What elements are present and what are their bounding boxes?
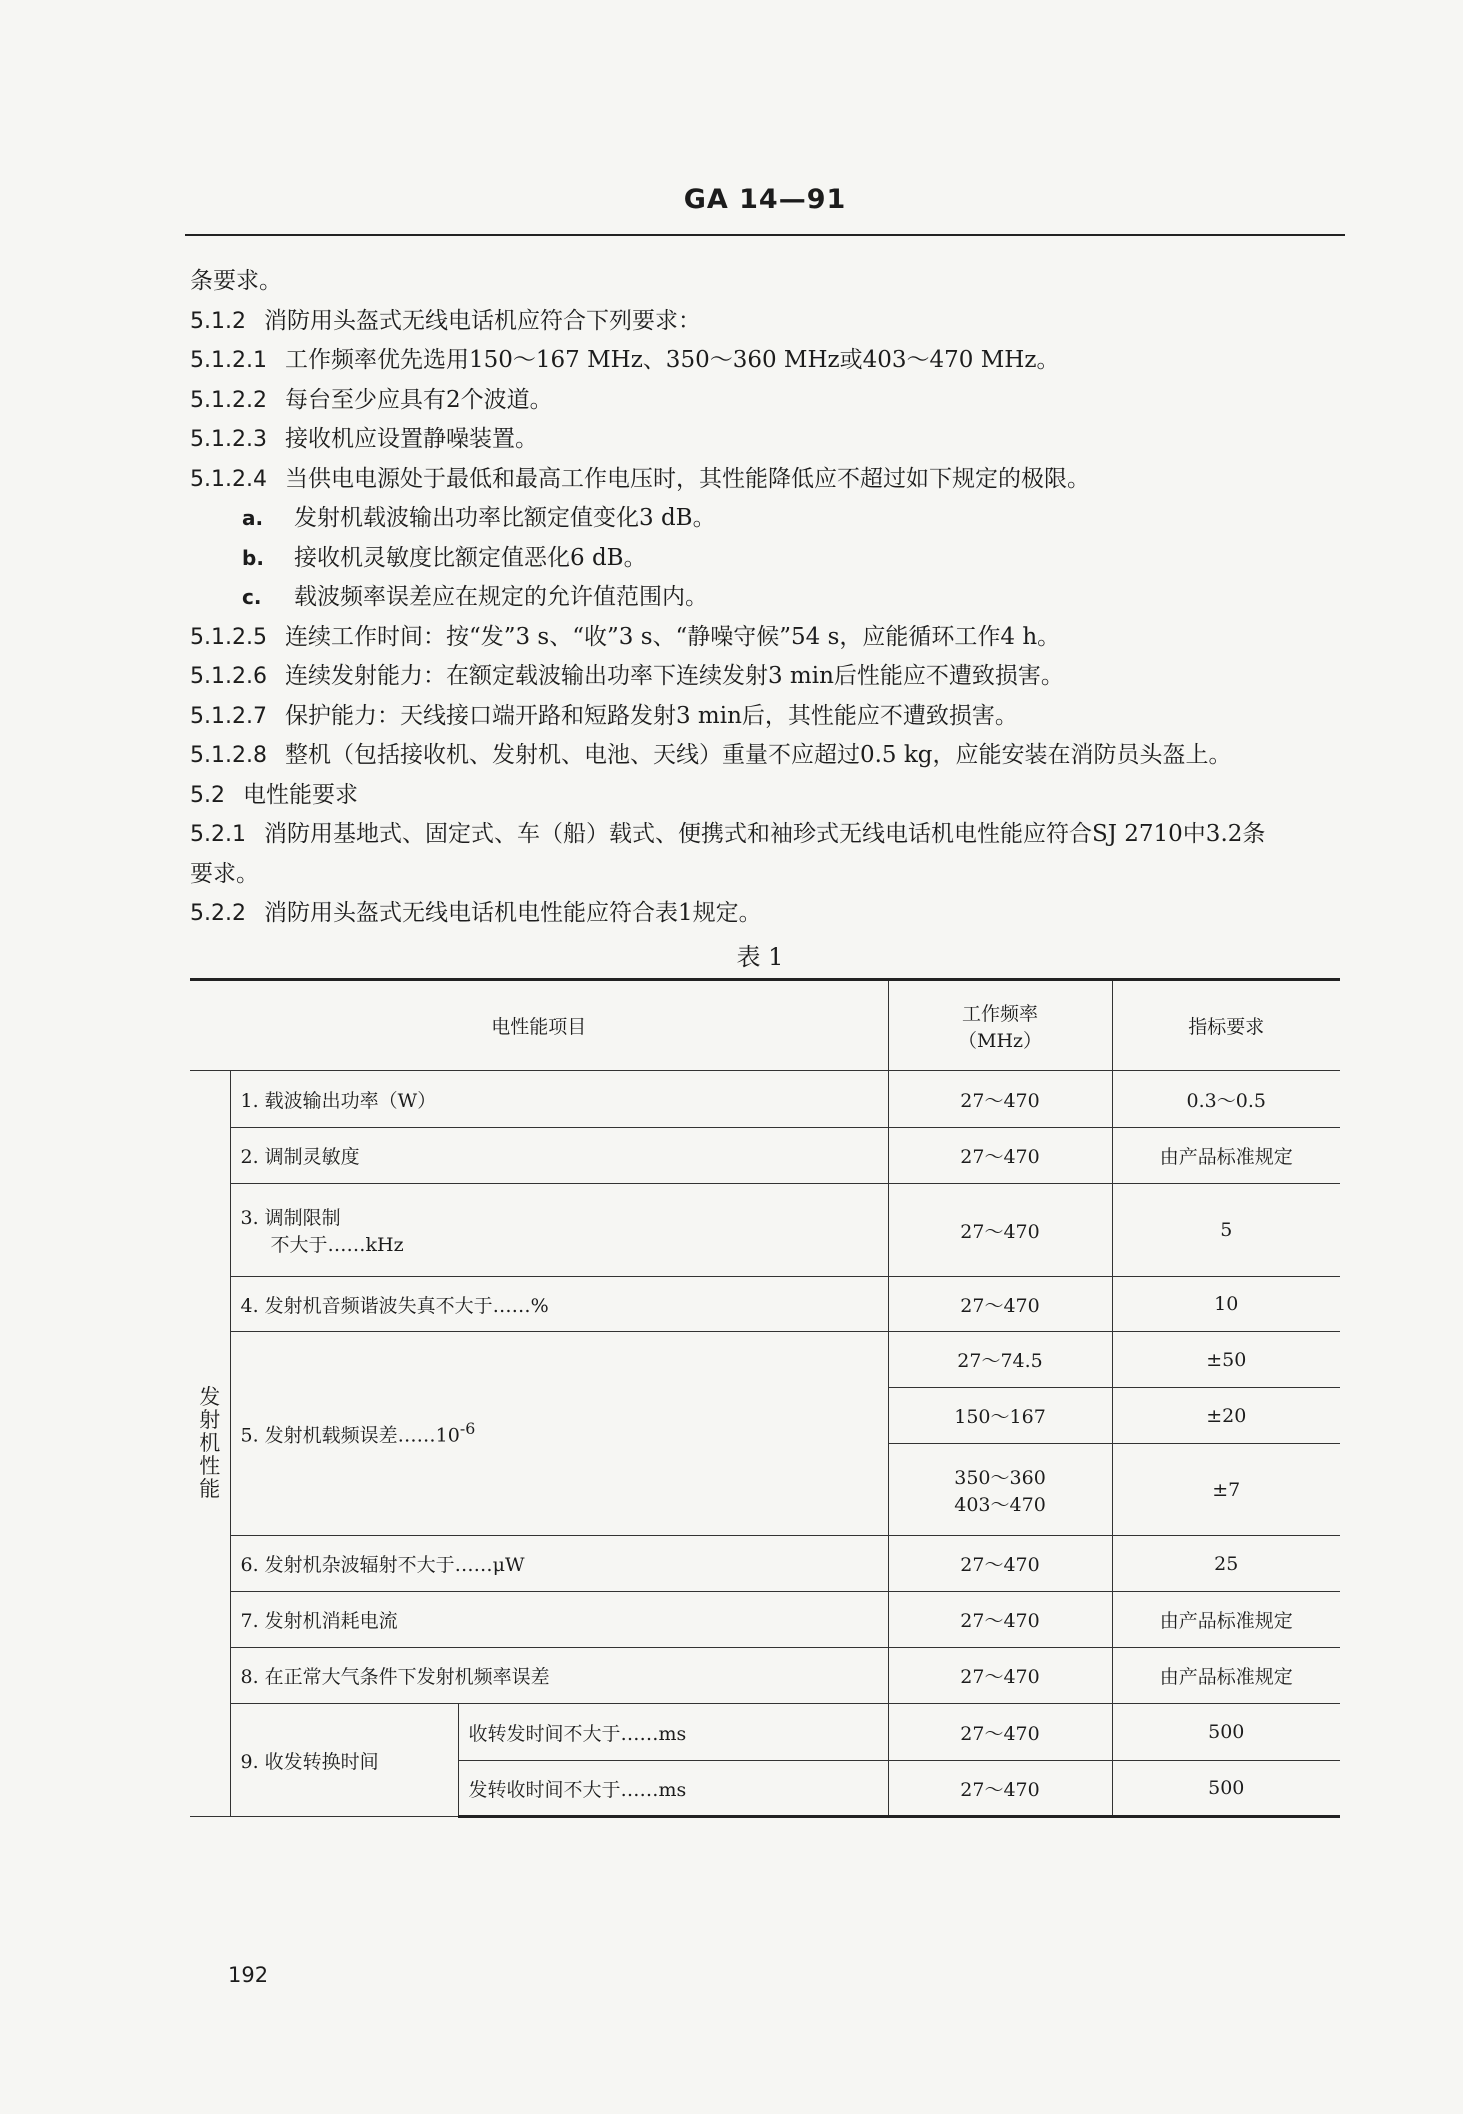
clause-line (190, 578, 1350, 618)
row-freq: 27～470 (888, 1536, 1112, 1592)
row-req: 0.3～0.5 (1112, 1071, 1340, 1128)
clause-number: 5.1.2.5 (190, 624, 267, 650)
clause-number: 5.1.2.2 (190, 387, 267, 413)
group-label: 发射机性能 (199, 1385, 221, 1501)
table-row (190, 1648, 1340, 1704)
row-req: 由产品标准规定 (1112, 1128, 1340, 1184)
clause-number: a. (242, 506, 264, 530)
row-freq: 27～74.5 (888, 1332, 1112, 1388)
header-freq-line1: 工作频率 (962, 1002, 1039, 1025)
clause-text: 发射机载波输出功率比额定值变化3 dB。 (294, 505, 716, 531)
clause-text: 载波频率误差应在规定的允许值范围内。 (294, 584, 708, 610)
header-requirement: 指标要求 (1112, 980, 1340, 1071)
clause-text: 当供电电源处于最低和最高工作电压时，其性能降低应不超过如下规定的极限。 (284, 465, 1090, 492)
clause-number: 5.1.2.1 (190, 348, 267, 373)
clause-text: 工作频率优先选用150～167 MHz、350～360 MHz或403～470 MHz。 (284, 347, 1060, 373)
clause-number: c. (242, 585, 262, 609)
table-row (190, 1332, 1340, 1388)
row-item: 1. 载波输出功率（W） (230, 1071, 888, 1128)
row-freq: 27～470 (888, 1704, 1112, 1761)
clause-line (190, 736, 1350, 776)
row-item-line2: 不大于……kHz (270, 1234, 404, 1256)
clause-text: 要求。 (190, 860, 259, 887)
table-row (190, 1128, 1340, 1184)
row-item-line1: 3. 调制限制 (240, 1207, 341, 1229)
clause-text: 保护能力：天线接口端开路和短路发射3 min后，其性能应不遭致损害。 (284, 702, 1018, 729)
clause-line (190, 539, 1350, 579)
table-caption: 表 1 (736, 943, 784, 971)
row-req: 10 (1112, 1277, 1340, 1332)
clause-number: 5.1.2.8 (190, 743, 267, 768)
clause-line (190, 460, 1350, 500)
clause-number: 5.1.2.7 (190, 703, 267, 729)
row-freq: 27～470 (888, 1761, 1112, 1817)
clause-number: 5.1.2.6 (190, 664, 267, 689)
row-freq (888, 1444, 1112, 1536)
row-item: 8. 在正常大气条件下发射机频率误差 (230, 1648, 888, 1704)
clause-number: 5.1.2.4 (190, 466, 267, 492)
row-req: 由产品标准规定 (1112, 1648, 1340, 1704)
table-row (190, 1184, 1340, 1277)
row-req: ±50 (1112, 1332, 1340, 1388)
row-freq: 27～470 (888, 1592, 1112, 1648)
row-freq: 27～470 (888, 1277, 1112, 1332)
table-row (190, 1592, 1340, 1648)
clause-text: 消防用头盔式无线电话机应符合下列要求： (263, 307, 701, 334)
header-freq-line2: （MHz） (957, 1029, 1043, 1052)
table-row (190, 1071, 1340, 1128)
clause-text: 接收机灵敏度比额定值恶化6 dB。 (294, 544, 647, 571)
row-item: 2. 调制灵敏度 (230, 1128, 888, 1184)
table-header-row (190, 980, 1340, 1071)
page-number: 192 (228, 1963, 269, 1987)
clause-line (190, 262, 1350, 302)
clause-list (190, 262, 1350, 934)
row-subitem: 发转收时间不大于……ms (458, 1761, 888, 1817)
header-item: 电性能项目 (190, 980, 888, 1071)
clause-line (190, 776, 1350, 816)
clause-line (190, 302, 1350, 342)
clause-text: 整机（包括接收机、发射机、电池、天线）重量不应超过0.5 kg，应能安装在消防员头盔上。 (284, 742, 1232, 768)
header-frequency (888, 980, 1112, 1071)
clause-text: 接收机应设置静噪装置。 (284, 426, 538, 452)
clause-text: 连续工作时间：按“发”3 s、“收”3 s、“静噪守候”54 s，应能循环工作4 h。 (284, 623, 1061, 650)
row-req: 500 (1112, 1704, 1340, 1761)
standard-header: GA 14—91 (683, 184, 847, 215)
row-req: 25 (1112, 1536, 1340, 1592)
row-item: 4. 发射机音频谐波失真不大于……% (230, 1277, 888, 1332)
clause-line (190, 381, 1350, 421)
clause-line (190, 855, 1350, 895)
row-subitem: 收转发时间不大于……ms (458, 1704, 888, 1761)
row-freq: 27～470 (888, 1128, 1112, 1184)
clause-line (190, 341, 1350, 381)
header-rule (185, 234, 1345, 236)
clause-number: 5.2.2 (190, 901, 246, 926)
clause-text: 连续发射能力：在额定载波输出功率下连续发射3 min后性能应不遭致损害。 (284, 663, 1064, 689)
row-req: ±7 (1112, 1444, 1340, 1536)
row-req: 500 (1112, 1761, 1340, 1817)
row-item (230, 1184, 888, 1277)
clause-line (190, 618, 1350, 658)
row-freq-line2: 403～470 (954, 1493, 1046, 1516)
table-row (190, 1277, 1340, 1332)
clause-text: 消防用头盔式无线电话机电性能应符合表1规定。 (263, 900, 762, 926)
row-freq: 150～167 (888, 1388, 1112, 1444)
clause-line (190, 697, 1350, 737)
row-req: 由产品标准规定 (1112, 1592, 1340, 1648)
group-label-cell (190, 1071, 230, 1817)
row-freq-line1: 350～360 (954, 1466, 1046, 1489)
clause-line (190, 894, 1350, 934)
row-freq: 27～470 (888, 1071, 1112, 1128)
spec-table (190, 978, 1340, 1818)
row-req: ±20 (1112, 1388, 1340, 1444)
clause-line (190, 815, 1350, 855)
row-item: 9. 收发转换时间 (230, 1704, 458, 1817)
row-item-text: 5. 发射机载频误差……10 (240, 1424, 460, 1447)
clause-number: 5.1.2.3 (190, 427, 267, 452)
clause-text: 消防用基地式、固定式、车（船）载式、便携式和袖珍式无线电话机电性能应符合SJ 2710中3.2条 (263, 821, 1266, 847)
row-item-exponent: -6 (459, 1419, 476, 1439)
clause-line (190, 499, 1350, 539)
row-item: 7. 发射机消耗电流 (230, 1592, 888, 1648)
table-row (190, 1536, 1340, 1592)
clause-number: 5.2.1 (190, 822, 246, 847)
row-freq: 27～470 (888, 1648, 1112, 1704)
row-freq: 27～470 (888, 1184, 1112, 1277)
table-row (190, 1704, 1340, 1761)
clause-text: 电性能要求 (243, 781, 358, 808)
clause-text: 条要求。 (190, 268, 282, 294)
row-req: 5 (1112, 1184, 1340, 1277)
clause-line (190, 657, 1350, 697)
clause-number: 5.1.2 (190, 308, 246, 334)
clause-text: 每台至少应具有2个波道。 (284, 386, 553, 413)
clause-number: b. (242, 545, 264, 570)
row-item: 6. 发射机杂波辐射不大于……μW (230, 1536, 888, 1592)
clause-number: 5.2 (190, 782, 225, 808)
clause-line (190, 420, 1350, 460)
row-item (230, 1332, 888, 1536)
